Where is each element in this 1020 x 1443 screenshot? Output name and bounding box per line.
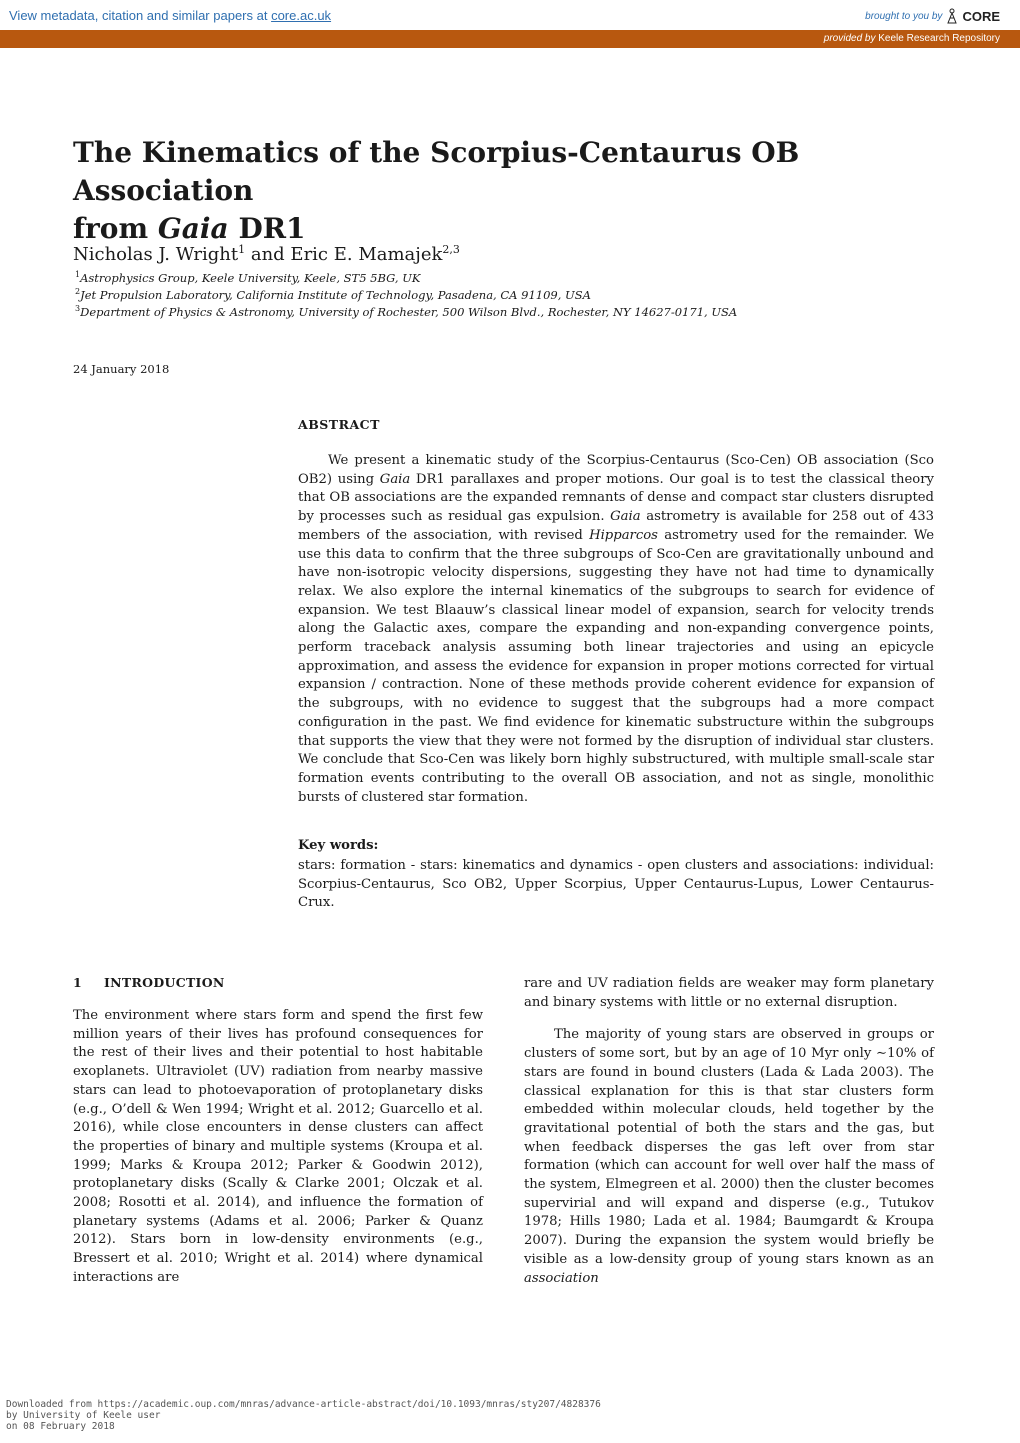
title-from: from [73, 212, 158, 245]
core-metadata-link[interactable] [9, 8, 331, 23]
abstract-text: astrometry used for the remainder. We use this data to confirm that the three subgroups of Sco-Cen are gravitationally unbound and have non-isotropic velocity dispersions, suggesting they have not had time to dynamically relax. We also explore the internal kinematics of the subgroups to search for evidence of expansion. We test Blaauw’s classical linear model of expansion, search for velocity trends along the Galactic axes, compare the expanding and non-expanding convergence points, perform traceback analysis assuming both linear trajectories and using an epicycle approximation, and assess the evidence for expansion in proper motions corrected for virtual expansion / contraction. None of these methods provide coherent evidence for expansion of the subgroups, with no evidence to suggest that the subgroups had a more compact configuration in the past. We find evidence for kinematic substructure within the subgroups that supports the view that they were not formed by the disruption of individual star clusters. We conclude that Sco-Cen was likely born highly substructured, with multiple small-scale star formation events contributing to the overall OB association, and not as single, monolithic bursts of clustered star formation. [298, 527, 934, 805]
provided-by-repo: Keele Research Repository [878, 33, 1000, 44]
core-link-prefix: View metadata, citation and similar papers at [9, 8, 272, 23]
abstract-gaia: Gaia [379, 471, 411, 487]
core-link-domain[interactable]: core.ac.uk [271, 8, 332, 23]
core-provided-bar [0, 30, 1020, 48]
affiliation-sup: 2 [75, 287, 81, 296]
paper-title [73, 134, 943, 248]
author-2: and Eric E. Mamajek [245, 244, 443, 265]
affiliation-2 [75, 287, 591, 302]
title-line1: The Kinematics of the Scorpius-Centaurus OB Association [73, 136, 800, 207]
affiliation-1 [75, 270, 421, 285]
abstract-text: We present a kinematic study of the Scorpius-Centaurus (Sco-Cen) OB association (Sco OB2) using [298, 453, 934, 487]
core-brought-by[interactable] [865, 7, 1000, 25]
intro-paragraph-1: The environment where stars form and spend the first few million years of their lives has profound consequences for the rest of their lives and their potential to host habitable exoplanets. Ultraviolet (UV) radiation from nearby massive stars can lead to photoevaporation of protoplanetary disks (e.g., O’dell & Wen 1994; Wright et al. 2012; Guarcello et al. 2016), while close encounters in dense clusters can affect the properties of binary and multiple systems (Kroupa et al. 1999; Marks & Kroupa 2012; Parker & Goodwin 2012), protoplanetary disks (Scally & Clarke 2001; Olczak et al. 2008; Rosotti et al. 2014), and influence the formation of planetary systems (Adams et al. 2006; Parker & Quanz 2012). Stars born in low-density environments (e.g., Bressert et al. 2010; Wright et al. 2014) where dynamical interactions are [73, 1008, 483, 1285]
abstract-text: DR1 parallaxes and proper motions. Our goal is to test the classical theory that OB associations are the expanded remnants of dense and compact star clusters disrupted by processes such as residual gas expulsion. [298, 471, 934, 525]
title-dr1: DR1 [228, 212, 306, 245]
keywords: stars: formation - stars: kinematics and dynamics - open clusters and associations: individual: Scorpius-Centaurus, Sco OB2, Upper Scorpius, Upper Centaurus-Lupus, Lower Centaurus-Crux. [298, 858, 934, 911]
intro-paragraph-2-text: The majority of young stars are observed in groups or clusters of some sort, but by an age of 10 Myr only ∼10% of stars are found in bound clusters (Lada & Lada 2003). The classical explanation for this is that star clusters form embedded within molecular clouds, held together by the gravitational potential of both the stars and the gas, but when feedback disperses the gas left over from star formation (which can account for well over half the mass of the system, Elmegreen et al. 2000) then the cluster becomes supervirial and will expand and disperse (e.g., Tutukov 1978; Hills 1980; Lada et al. 1984; Baumgardt & Kroupa 2007). During the expansion the system would briefly be visible as a low-density group of young stars known as an [524, 1027, 934, 1267]
left-column [73, 1007, 483, 1288]
association-term: association [524, 1270, 599, 1286]
abstract-body [298, 452, 934, 807]
section-heading [73, 975, 225, 990]
authors [73, 243, 460, 265]
footer-line-2: by University of Keele user [6, 1410, 161, 1421]
keywords-heading: Key words: [298, 838, 379, 853]
abstract-hipparcos: Hipparcos [589, 527, 658, 543]
right-column [524, 975, 934, 1288]
title-gaia: Gaia [157, 212, 229, 245]
abstract-heading: ABSTRACT [298, 417, 380, 432]
intro-paragraph-2 [524, 1026, 934, 1288]
download-footer [6, 1399, 601, 1432]
provided-by[interactable] [824, 33, 1000, 44]
affiliation-sup: 3 [75, 304, 81, 313]
section-number: 1 [73, 975, 82, 990]
footer-line-3: on 08 February 2018 [6, 1421, 115, 1432]
author-1-sup: 1 [238, 243, 246, 256]
footer-line-1: Downloaded from https://academic.oup.com/mnras/advance-article-abstract/doi/10.1093/mnras/sty207/4828376 [6, 1399, 601, 1410]
affiliation-text: Department of Physics & Astronomy, University of Rochester, 500 Wilson Blvd., Rochester, NY 14627-0171, USA [80, 304, 738, 319]
core-name: CORE [962, 8, 1000, 24]
provided-by-label: provided by [823, 33, 876, 44]
brought-by-label: brought to you by [865, 10, 943, 22]
affiliation-sup: 1 [75, 270, 81, 279]
affiliation-3 [75, 304, 737, 319]
abstract-gaia: Gaia [610, 509, 641, 525]
author-1: Nicholas J. Wright [73, 244, 239, 265]
paper-date: 24 January 2018 [73, 362, 170, 376]
core-banner [0, 0, 1020, 30]
affiliation-text: Jet Propulsion Laboratory, California Institute of Technology, Pasadena, CA 91109, USA [80, 287, 591, 302]
section-title: INTRODUCTION [104, 975, 225, 990]
affiliation-text: Astrophysics Group, Keele University, Keele, ST5 5BG, UK [80, 270, 421, 285]
intro-paragraph-continued: rare and UV radiation fields are weaker may form planetary and binary systems with little or no external disruption. [524, 976, 934, 1010]
core-logo-icon [945, 7, 959, 25]
abstract-text: astrometry is available for 258 out of 433 members of the association, with revised [298, 509, 934, 543]
author-2-sup: 2,3 [442, 243, 460, 256]
